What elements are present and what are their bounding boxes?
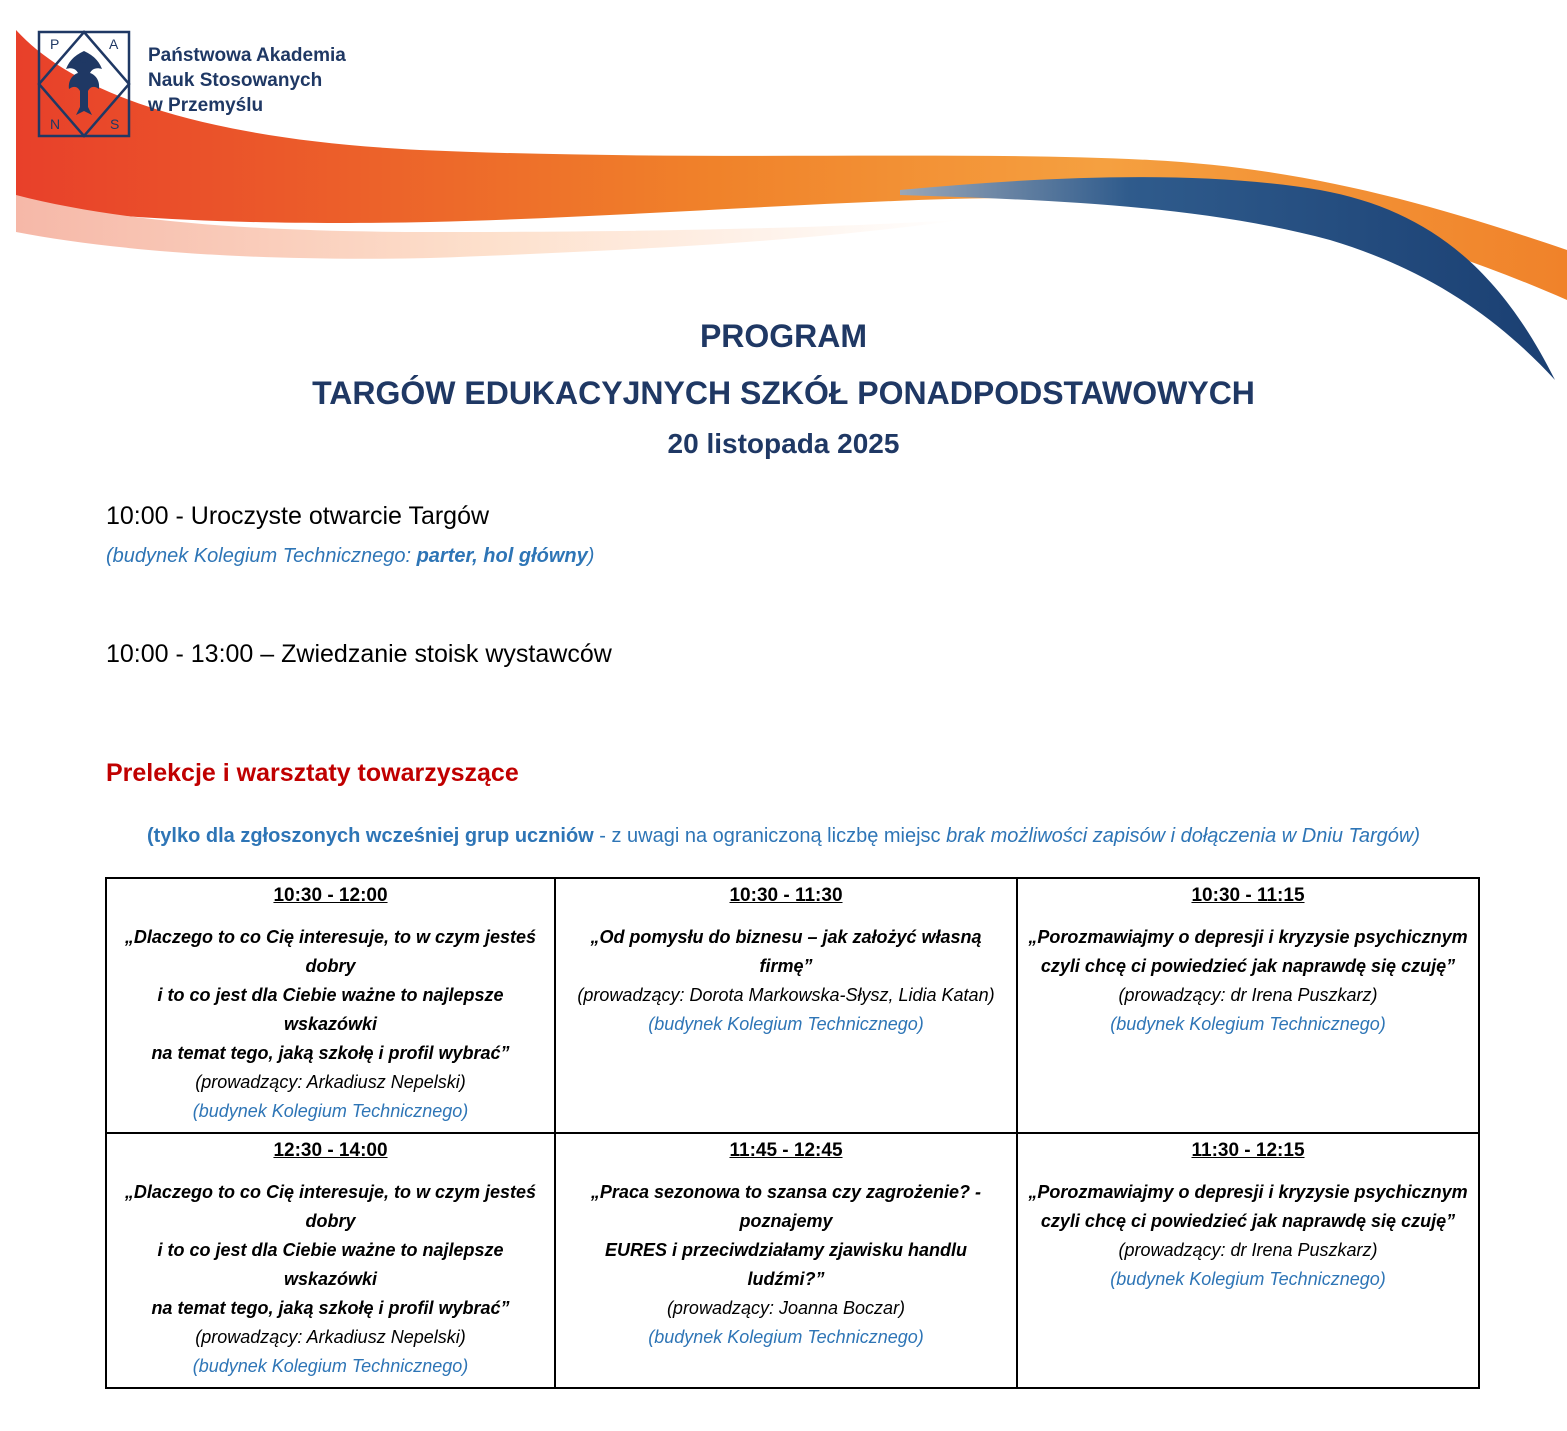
workshops-heading: Prelekcje i warsztaty towarzyszące	[106, 759, 519, 787]
workshop-topic: czyli chcę ci powiedzieć jak naprawdę się czuję”	[1040, 956, 1456, 976]
workshop-place: (budynek Kolegium Technicznego)	[1110, 1269, 1386, 1289]
workshop-topic: czyli chcę ci powiedzieć jak naprawdę się czuję”	[1040, 1211, 1456, 1231]
svg-text:S: S	[110, 116, 120, 132]
workshop-topic: na temat tego, jaką szkołę i profil wybrać”	[151, 1043, 510, 1063]
workshop-time: 11:30 - 12:15	[1191, 1140, 1305, 1161]
workshop-cell	[1017, 1133, 1479, 1388]
opening-location: (budynek Kolegium Technicznego: parter, hol główny)	[106, 545, 595, 567]
workshop-leader: (prowadzący: dr Irena Puszkarz)	[1118, 1240, 1378, 1260]
eagle-emblem-icon	[66, 51, 102, 115]
table-row	[106, 1133, 1479, 1388]
workshop-place: (budynek Kolegium Technicznego)	[648, 1327, 924, 1347]
workshop-topic: i to co jest dla Ciebie ważne to najlepsze wskazówki	[157, 985, 504, 1034]
workshop-time: 10:30 - 11:30	[729, 885, 843, 906]
workshop-topic: „Praca sezonowa to szansa czy zagrożenie? - poznajemy	[590, 1182, 982, 1231]
svg-text:P: P	[50, 36, 60, 52]
workshop-time: 10:30 - 12:00	[273, 885, 388, 906]
program-title	[0, 316, 1567, 462]
svg-text:N: N	[50, 116, 61, 132]
title-line-1: PROGRAM	[699, 318, 868, 354]
workshop-leader: (prowadzący: Dorota Markowska-Słysz, Lidia Katan)	[577, 985, 995, 1005]
workshops-table	[105, 877, 1480, 1389]
table-row	[106, 878, 1479, 1133]
workshop-leader: (prowadzący: Arkadiusz Nepelski)	[195, 1327, 466, 1347]
workshop-time: 11:45 - 12:45	[729, 1140, 843, 1161]
workshop-place: (budynek Kolegium Technicznego)	[192, 1101, 469, 1121]
workshop-topic: „Porozmawiajmy o depresji i kryzysie psychicznym	[1028, 927, 1468, 947]
title-line-2: TARGÓW EDUKACYJNYCH SZKÓŁ PONADPODSTAWOWYCH	[312, 375, 1255, 411]
workshop-cell	[1017, 878, 1479, 1133]
workshop-cell	[555, 1133, 1017, 1388]
workshop-place: (budynek Kolegium Technicznego)	[1110, 1014, 1386, 1034]
workshop-time: 10:30 - 11:15	[1191, 885, 1305, 906]
workshop-leader: (prowadzący: Arkadiusz Nepelski)	[195, 1072, 466, 1092]
workshop-cell	[555, 878, 1017, 1133]
workshop-topic: „Od pomysłu do biznesu – jak założyć własną firmę”	[590, 927, 982, 976]
academy-logo	[36, 29, 132, 139]
workshops-note: (tylko dla zgłoszonych wcześniej grup uczniów - z uwagi na ograniczoną liczbę miejsc brak możliwości zapisów i dołączenia w Dniu Targów)	[146, 825, 1421, 847]
workshop-topic: „Dlaczego to co Cię interesuje, to w czym jesteś dobry	[124, 1182, 537, 1231]
workshop-place: (budynek Kolegium Technicznego)	[648, 1014, 924, 1034]
svg-text:A: A	[109, 36, 119, 52]
institution-name: Państwowa Akademia Nauk Stosowanych w Przemyślu	[148, 45, 346, 116]
visiting-event: 10:00 - 13:00 – Zwiedzanie stoisk wystawców	[106, 640, 612, 668]
workshop-topic: i to co jest dla Ciebie ważne to najlepsze wskazówki	[157, 1240, 504, 1289]
workshop-topic: na temat tego, jaką szkołę i profil wybrać”	[151, 1298, 510, 1318]
event-date: 20 listopada 2025	[667, 428, 900, 459]
workshop-leader: (prowadzący: dr Irena Puszkarz)	[1118, 985, 1378, 1005]
workshop-time: 12:30 - 14:00	[273, 1140, 388, 1161]
workshop-topic: „Dlaczego to co Cię interesuje, to w czym jesteś dobry	[124, 927, 537, 976]
workshop-cell	[106, 1133, 555, 1388]
workshop-topic: „Porozmawiajmy o depresji i kryzysie psychicznym	[1028, 1182, 1468, 1202]
opening-event: 10:00 - Uroczyste otwarcie Targów	[106, 502, 490, 530]
workshop-place: (budynek Kolegium Technicznego)	[192, 1356, 469, 1376]
workshop-leader: (prowadzący: Joanna Boczar)	[666, 1298, 906, 1318]
workshop-topic: EURES i przeciwdziałamy zjawisku handlu ludźmi?”	[604, 1240, 968, 1289]
workshop-cell	[106, 878, 555, 1133]
